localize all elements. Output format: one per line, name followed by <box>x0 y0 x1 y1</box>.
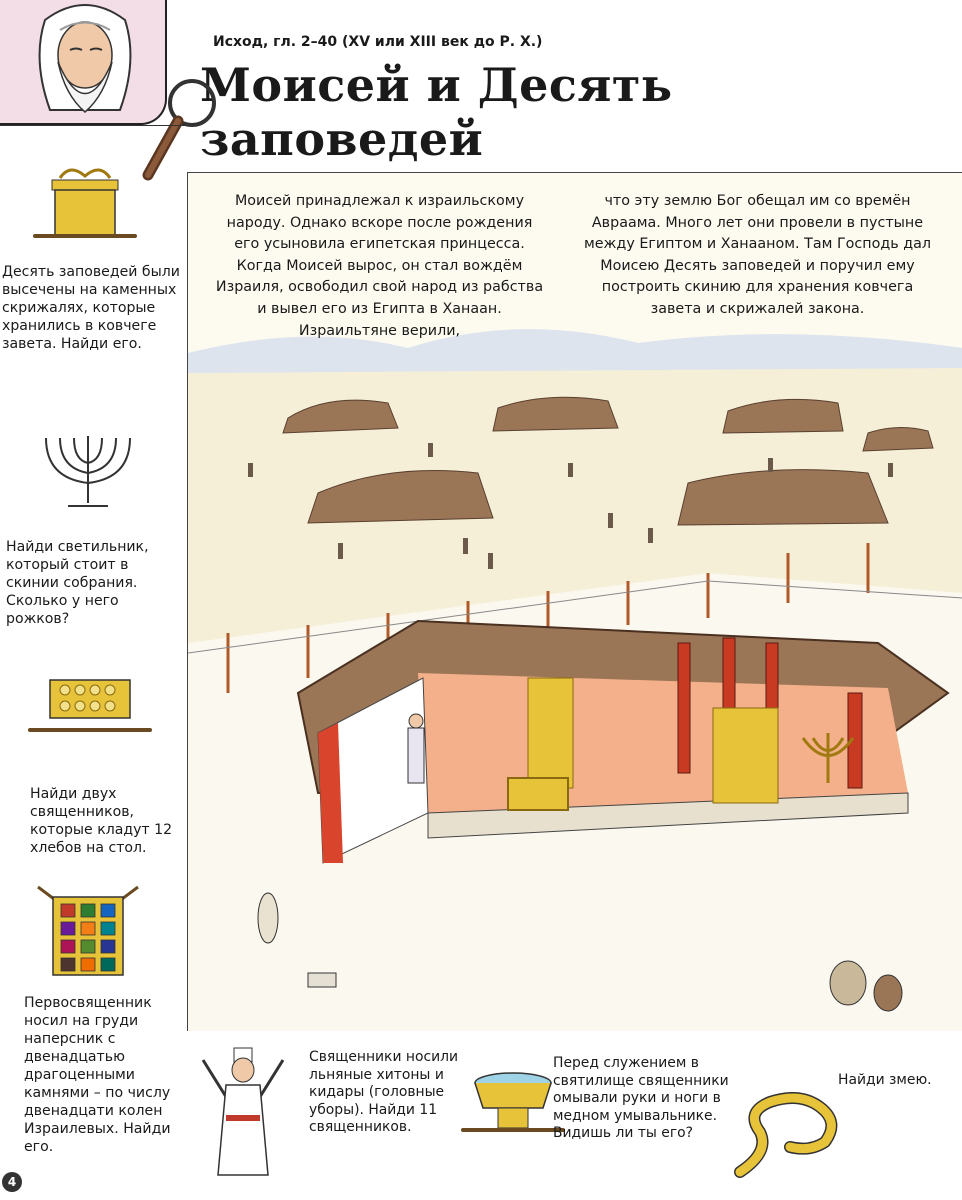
menorah-caption: Найди светильник, который стоит в скинии собрания. Сколько у него рожков? <box>6 539 149 627</box>
breastplate-caption: Первосвященник носил на груди наперсник с двенадцатью драгоценными камнями – по числу двенадцати колен Израилевых. Найди его. <box>24 995 171 1155</box>
moses-portrait-icon <box>20 0 150 123</box>
snake-caption: Найди змею. <box>838 1072 932 1088</box>
ark-icon <box>30 158 140 258</box>
intro-paragraph-2: что эту землю Бог обещал им со времён Авраама. Много лет они провели в пустыне между Египтом и Ханааном. Там Господь дал Моисею Десять заповедей и поручил ему построить скинию для хранения ковчега завета и скрижалей закона. <box>583 193 932 317</box>
magnifier-icon <box>140 75 220 185</box>
laver-caption: Перед служением в святилище священники омывали руки и ноги в медном умывальнике. Видишь ли ты его? <box>553 1055 729 1141</box>
scripture-reference: Исход, гл. 2–40 (XV или XIII век до Р. Х.) <box>213 34 543 50</box>
priests-caption: Священники носили льняные хитоны и кидары (головные уборы). Найди 11 священников. <box>309 1049 459 1135</box>
priest-icon <box>188 1040 298 1180</box>
bread-table-caption: Найди двух священников, которые кладут 12 хлебов на стол. <box>30 786 173 856</box>
intro-paragraph-1: Моисей принадлежал к израильскому народу. Однако вскоре после рождения его усыновила египетская принцесса. Когда Моисей вырос, он стал вождём Израиля, освободил свой народ из рабства и вывел его из Египта в Ханаан. Израильтяне верили, <box>215 193 544 339</box>
breastplate-icon <box>33 882 143 982</box>
snake-icon <box>730 1092 850 1182</box>
page-title: Моисей и Десять заповедей <box>200 58 673 166</box>
laver-icon <box>458 1068 568 1148</box>
menorah-icon <box>28 428 148 518</box>
header-rule <box>0 125 187 126</box>
bread-table-icon <box>25 668 155 748</box>
page-number: 4 <box>2 1172 22 1192</box>
ark-caption: Десять заповедей были высечены на каменных скрижалях, которые хранились в ковчеге завета. Найди его. <box>2 264 180 352</box>
